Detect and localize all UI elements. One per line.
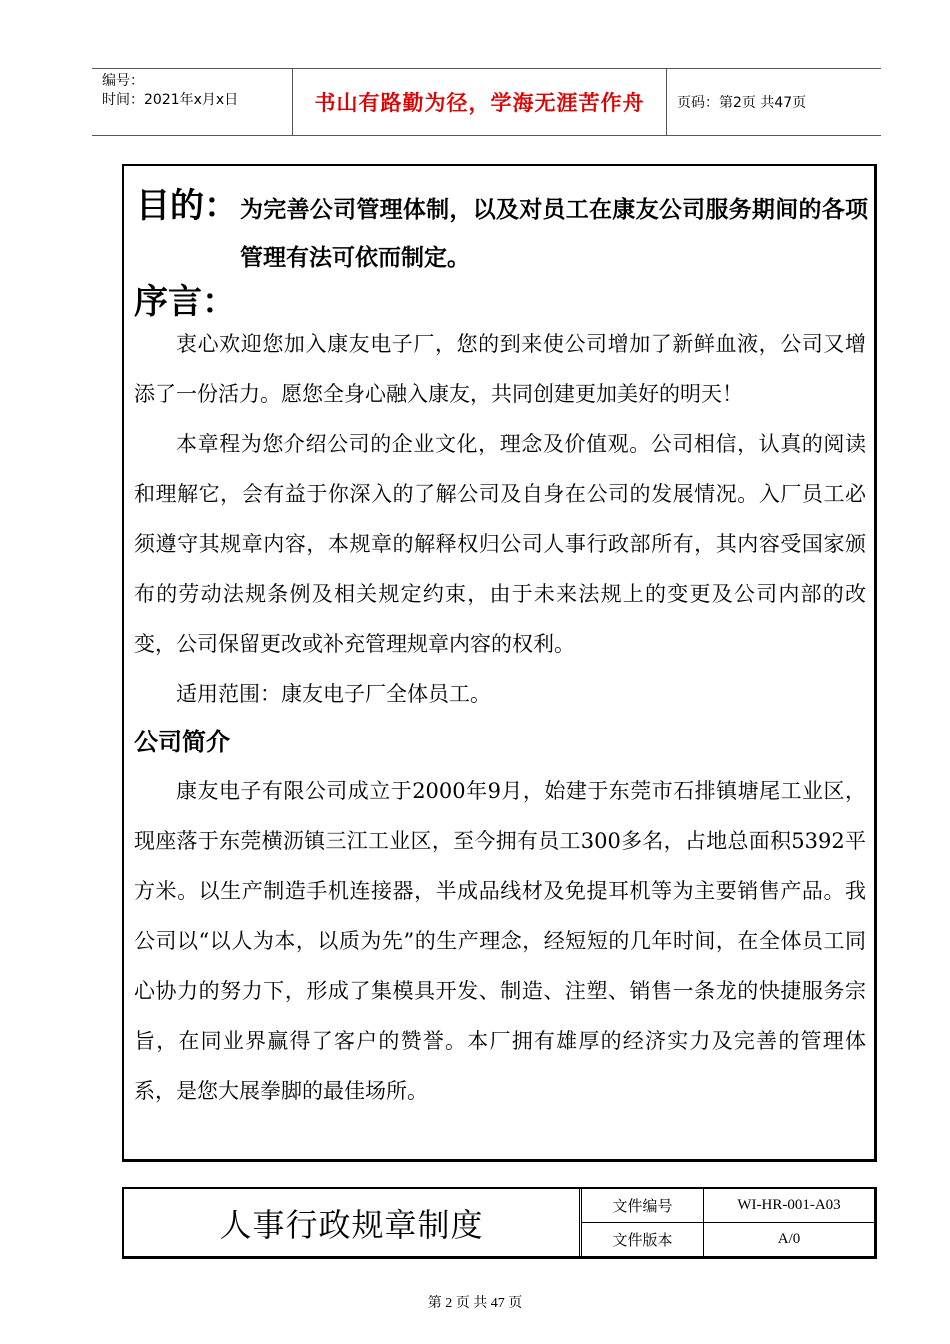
company-intro-paragraph: 康友电子有限公司成立于2000年9月，始建于东莞市石排镇塘尾工业区，现座落于东莞横沥镇三江工业区，至今拥有员工300多名，占地总面积5392平方米。以生产制造手机连接器，半成品线材及免提耳机等为主要销售产品。我公司以“以人为本，以质为先”的生产理念，经短短的几年时间，在全体员工同心协力的努力下，形成了集模具开发、制造、注塑、销售一条龙的快捷服务宗旨，在同业界赢得了客户的赞誉。本厂拥有雄厚的经济实力及完善的管理体系，是您大展拳脚的最佳场所。: [134, 779, 866, 1103]
preface-paragraph-2: 本章程为您介绍公司的企业文化，理念及价值观。公司相信，认真的阅读和理解它，会有益于你深入的了解公司及自身在公司的发展情况。入厂员工必须遵守其规章内容，本规章的解释权归公司人事行政部所有，其内容受国家颁布的劳动法规条例及相关规定约束，由于未来法规上的变更及公司内部的改变，公司保留更改或补充管理规章内容的权利。: [134, 432, 866, 656]
page-number-label: [667, 69, 881, 135]
time-label: 时间：2021年x月x日: [102, 92, 239, 108]
doc-number-value: WI-HR-001-A03: [704, 1189, 874, 1223]
content-box: [122, 164, 877, 1162]
doc-version-value: A/0: [777, 1230, 801, 1247]
page-header: [92, 68, 881, 136]
motto: 书山有路勤为径，学海无涯苦作舟: [293, 69, 667, 135]
preface-paragraph-1: 衷心欢迎您加入康友电子厂，您的到来使公司增加了新鲜血液，公司又增添了一份活力。愿您全身心融入康友，共同创建更加美好的明天！: [134, 332, 866, 406]
number-label: 编号：: [102, 73, 144, 89]
document-meta-grid: [582, 1189, 874, 1256]
document-title: 人事行政规章制度: [124, 1189, 582, 1256]
preface-title: 序言：: [134, 282, 236, 322]
document-info-table: [122, 1187, 877, 1259]
purpose-label: 目的：: [136, 186, 238, 226]
purpose-text: 为完善公司管理体制，以及对员工在康友公司服务期间的各项管理有法可依而制定。: [240, 197, 868, 271]
doc-number-label: 文件编号: [582, 1189, 704, 1223]
page-footer: 第 2 页 共 47 页: [427, 1296, 523, 1311]
header-meta: [92, 69, 293, 135]
doc-version-label: 文件版本: [582, 1223, 704, 1257]
page-number-text: 页码：第2页 共47页: [677, 95, 807, 111]
scope-text: 适用范围：康友电子厂全体员工。: [176, 682, 491, 706]
company-intro-title: 公司简介: [134, 728, 230, 756]
